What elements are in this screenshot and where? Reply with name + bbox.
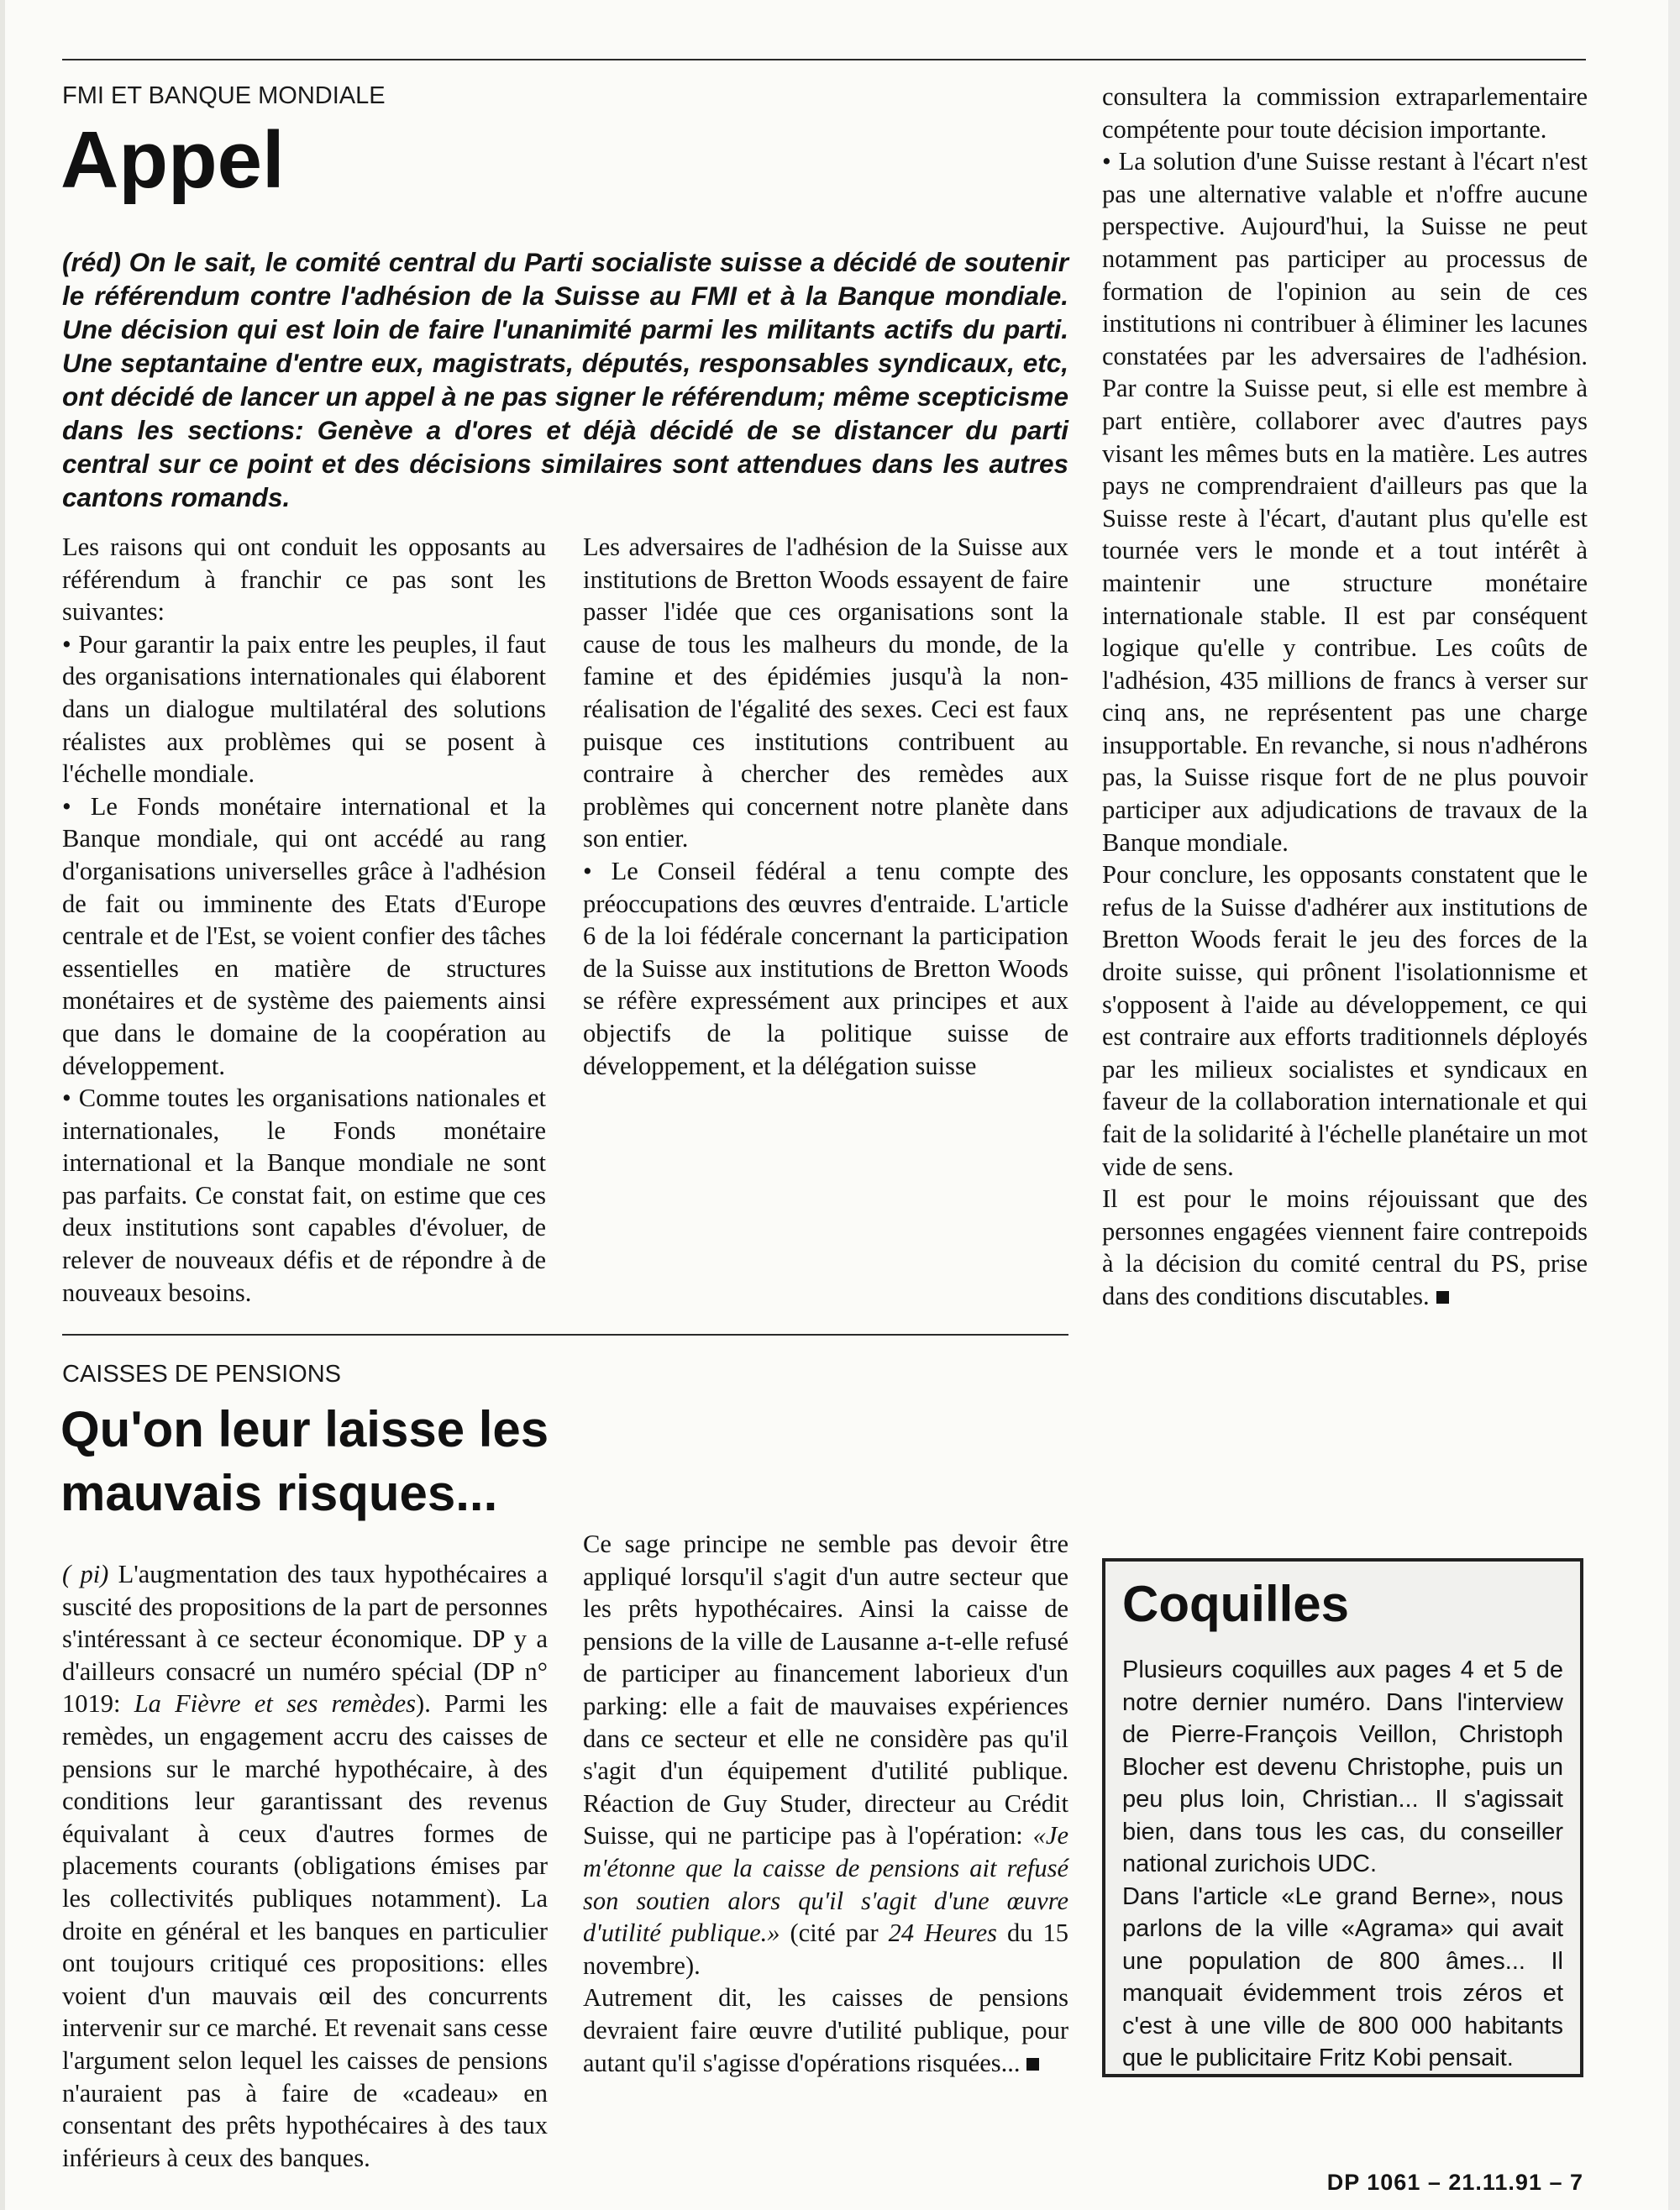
end-of-article-square-icon [1436, 1291, 1449, 1304]
article2-kicker: CAISSES DE PENSIONS [62, 1361, 341, 1388]
article1-title: Appel [60, 115, 285, 205]
coquilles-box [1102, 1558, 1583, 2077]
article2-col1-paragraph: ( pi) L'augmentation des taux hypothécaires a suscité des propositions de la part de personnes s'intéressant à ce secteur économique. DP y a d'ailleurs consacré un numéro spécial (DP n° 1019: La Fièvre et ses remèdes). Parmi les remèdes, un engagement accru des caisses de pensions sur le marché hypothécaire, à des conditions leur garantissant des revenus équivalant à ceux d'autres formes de placements courants (obligations émises par les collectivités publiques notamment). La droite en général et les banques en particulier ont toujours critiqué ces propositions: elles voient d'un mauvais œil des concurrents intervenir sur ce marché. Et revenait sans cesse l'argument selon lequel les caisses de pensions n'auraient pas à faire de «cadeau» en consentant des prêts hypothécaires à des taux inférieurs à ceux des banques. [62, 1560, 548, 2172]
box-paragraph: Dans l'article «Le grand Berne», nous parlons de la ville «Agrama» qui avait une population de 800 âmes... Il manquait évidemment trois zéros et c'est à une ville de 800 000 habitants que le publicitaire Fritz Kobi pensait. [1122, 1882, 1563, 2071]
box-paragraph: Plusieurs coquilles aux pages 4 et 5 de notre dernier numéro. Dans l'interview de Pierre-François Veillon, Christoph Blocher est devenu Christophe, puis un peu plus loin, Christian... Il s'agissait bien, dans tous les cas, du conseiller national zurichois UDC. [1122, 1656, 1563, 1877]
top-rule [62, 59, 1586, 60]
article1-col1-paragraph: • Le Fonds monétaire international et la Banque mondiale, qui ont accédé au rang d'organisations universelles grâce à l'adhésion de fait ou imminente des Etats d'Europe centrale et de l'Est, se voient confier des tâches essentielles en matière de structures monétaires et de système des paiements ainsi que dans le domaine de la coopération au développement. [62, 791, 546, 1080]
article1-col3-paragraph: consultera la commission extraparlementaire compétente pour toute décision importante. [1102, 82, 1588, 144]
article2-title-line: Qu'on leur laisse les [60, 1401, 549, 1457]
article2-column-2 [583, 1528, 1068, 2079]
page-edge-right [1668, 0, 1680, 2210]
issue-title: La Fièvre et ses remèdes [134, 1689, 417, 1719]
section-rule [62, 1334, 1068, 1336]
article1-col3-paragraph: Pour conclure, les opposants constatent que le refus de la Suisse d'adhérer aux institutions de Bretton Woods ferait le jeu des forces de la droite suisse, qui prônent l'isolationnisme et s'opposent à l'aide au développement, ce qui est contraire aux efforts traditionnels déployés par les milieux socialistes et syndicaux en faveur de la collaboration internationale et qui fait de la solidarité à l'échelle planétaire un mot vide de sens. [1102, 860, 1588, 1181]
page-edge-left [0, 0, 5, 2210]
box-title: Coquilles [1122, 1576, 1350, 1632]
newspaper-name: 24 Heures [888, 1919, 998, 1948]
article2-title [60, 1398, 549, 1525]
article2-col2-paragraph: Ce sage principe ne semble pas devoir être appliqué lorsqu'il s'agit d'un autre secteur que les prêts hypothécaires. Ainsi la caisse de pensions de la ville de Lausanne a-t-elle refusé de participer au financement laborieux d'un parking: elle a fait de mauvaises expériences dans ce secteur et elle ne considère pas qu'il s'agit d'un équipement d'utilité publique. Réaction de Guy Studer, directeur au Crédit Suisse, qui ne participe pas à l'opération: «Je m'étonne que la caisse de pensions ait refusé son soutien alors qu'il s'agit d'une œuvre d'utilité publique.» (cité par 24 Heures du 15 novembre). [583, 1530, 1069, 1980]
page-footer: DP 1061 – 21.11.91 – 7 [1326, 2170, 1583, 2195]
article1-col1-paragraph: • Comme toutes les organisations nationales et internationales, le Fonds monétaire international et la Banque mondiale ne sont pas parfaits. Ce constat fait, on estime que ces deux institutions sont capables d'évoluer, de relever de nouveaux défis et de répondre à de nouveaux besoins. [62, 1084, 546, 1307]
article1-kicker: FMI ET BANQUE MONDIALE [62, 82, 386, 109]
article2-title-line: mauvais risques... [60, 1465, 498, 1521]
article1-col2-paragraph: • Le Conseil fédéral a tenu compte des préoccupations des œuvres d'entraide. L'article 6 de la loi fédérale concernant la participation de la Suisse aux institutions de Bretton Woods se réfère expressément aux principes et aux objectifs de la politique suisse de développement, et la délégation suisse [583, 856, 1068, 1080]
article1-col2-paragraph: Les adversaires de l'adhésion de la Suisse aux institutions de Bretton Woods essayent de faire passer l'idée que ces organisations sont la cause de tous les malheurs du monde, de la famine et des épidémies jusqu'à la non-réalisation de l'égalité des sexes. Ceci est faux puisque ces institutions contribuent au contraire à chercher des remèdes aux problèmes qui concernent notre planète dans son entier. [583, 533, 1068, 853]
article2-col2-paragraph: Autrement dit, les caisses de pensions devraient faire œuvre d'utilité publique, pour autant qu'il s'agisse d'opérations risquées... [583, 1983, 1068, 2077]
article1-col1-paragraph: • Pour garantir la paix entre les peuples, il faut des organisations internationales qui élaborent dans un dialogue multilatéral des solutions réalistes aux problèmes qui se posent à l'échelle mondiale. [62, 629, 546, 789]
quotation: «Je m'étonne que la caisse de pensions ait refusé son soutien alors qu'il s'agit d'une œuvre d'utilité publique.» [583, 1821, 1068, 1948]
article1-column-2 [583, 531, 1068, 1082]
article1-col1-paragraph: Les raisons qui ont conduit les opposants au référendum à franchir ce pas sont les suivantes: [62, 533, 546, 627]
article2-column-1 [62, 1558, 548, 2174]
article1-column-1 [62, 531, 546, 1309]
box-body [1122, 1654, 1563, 2075]
article1-column-3 [1102, 81, 1588, 1313]
article1-lead: (réd) On le sait, le comité central du Parti socialiste suisse a décidé de soutenir le référendum contre l'adhésion de la Suisse au FMI et à la Banque mondiale. Une décision qui est loin de faire l'unanimité parmi les militants actifs du parti. Une septantaine d'entre eux, magistrats, députés, responsables syndicaux, etc, ont décidé de lancer un appel à ne pas signer le référendum; même scepticisme dans les sections: Genève a d'ores et déjà décidé de se distancer du parti central sur ce point et des décisions similaires sont attendues dans les autres cantons romands. [62, 247, 1068, 512]
article1-col3-paragraph [1102, 1183, 1588, 1312]
article2-byline: ( pi) [62, 1560, 109, 1588]
article1-col3-closing: Il est pour le moins réjouissant que des personnes engagées viennent faire contrepoids à la décision du comité central du PS, prise dans des conditions discutables. [1102, 1184, 1588, 1310]
article1-col3-paragraph: • La solution d'une Suisse restant à l'écart n'est pas une alternative valable et n'offre aucune perspective. Aujourd'hui, la Suisse ne peut notamment pas participer au processus de formation de l'opinion au sein de ces institutions ni contribuer à éliminer les lacunes constatées par les adversaires de l'adhésion. Par contre la Suisse peut, si elle est membre à part entière, collaborer avec d'autres pays visant les mêmes buts en la matière. Les autres pays ne comprendraient d'ailleurs pas que la Suisse reste à l'écart, d'autant plus qu'elle est tournée vers le monde et a tout intérêt à maintenir une structure monétaire internationale stable. Il est par conséquent logique qu'elle y contribue. Les coûts de l'adhésion, 435 millions de francs à verser sur cinq ans, ne représentent pas une charge insupportable. En revanche, si nous n'adhérons pas, la Suisse risque fort de ne plus pouvoir participer aux adjudications de travaux de la Banque mondiale. [1102, 147, 1588, 857]
end-of-article-square-icon [1026, 2058, 1039, 2071]
